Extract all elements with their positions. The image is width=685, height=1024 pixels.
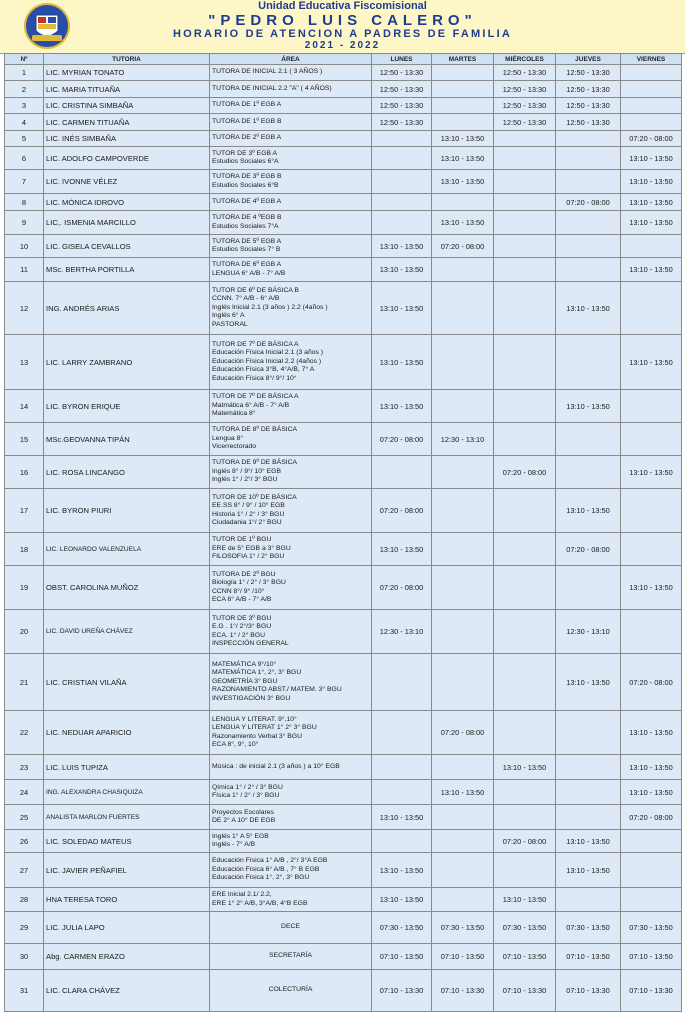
time-viernes: 07:10 - 13:50 <box>621 944 682 970</box>
row-number: 20 <box>5 610 44 654</box>
time-viernes: 13:10 - 13:50 <box>621 780 682 805</box>
time-lunes: 07:20 - 08:00 <box>372 423 432 456</box>
time-martes: 07:10 - 13:30 <box>432 970 494 1012</box>
time-lunes: 12:30 - 13:10 <box>372 610 432 654</box>
time-miercoles: 13:10 - 13:50 <box>494 755 556 780</box>
time-martes <box>432 65 494 81</box>
time-jueves <box>556 131 621 147</box>
time-jueves: 13:10 - 13:50 <box>556 654 621 711</box>
area-description: Música : de inicial 2.1 (3 años ) a 10° EGB <box>210 755 372 780</box>
area-description: TUTORA DE 1º EGB B <box>210 114 372 131</box>
time-lunes: 12:50 - 13:30 <box>372 98 432 114</box>
time-martes <box>432 853 494 888</box>
area-description: Inglés 1° A 5° EGB Inglés - 7° A/B <box>210 830 372 853</box>
time-martes: 07:20 - 08:00 <box>432 711 494 755</box>
time-lunes <box>372 780 432 805</box>
time-lunes: 07:30 - 13:50 <box>372 912 432 944</box>
time-miercoles <box>494 194 556 211</box>
time-jueves: 13:10 - 13:50 <box>556 830 621 853</box>
time-miercoles <box>494 147 556 170</box>
table-row <box>5 566 682 610</box>
tutor-name: LIC. CRISTINA SIMBAÑA <box>44 98 210 114</box>
tutor-name: LIC,. ISMENIA MARCILLO <box>44 211 210 235</box>
time-viernes <box>621 81 682 98</box>
row-number: 23 <box>5 755 44 780</box>
time-martes <box>432 566 494 610</box>
table-row <box>5 65 682 81</box>
table-row <box>5 805 682 830</box>
tutor-name: LIC. LEONARDO VALENZUELA <box>44 533 210 566</box>
row-number: 30 <box>5 944 44 970</box>
row-number: 24 <box>5 780 44 805</box>
time-jueves: 12:50 - 13:30 <box>556 114 621 131</box>
row-number: 6 <box>5 147 44 170</box>
table-row <box>5 944 682 970</box>
time-lunes: 13:10 - 13:50 <box>372 533 432 566</box>
col-header-martes: MARTES <box>432 54 494 65</box>
tutor-name: OBST. CAROLINA MUÑOZ <box>44 566 210 610</box>
col-header-miercoles: MIÉRCOLES <box>494 54 556 65</box>
time-martes: 07:20 - 08:00 <box>432 235 494 258</box>
time-jueves <box>556 335 621 390</box>
col-header-jueves: JUEVES <box>556 54 621 65</box>
time-miercoles <box>494 711 556 755</box>
time-jueves <box>556 711 621 755</box>
time-viernes <box>621 65 682 81</box>
time-miercoles <box>494 170 556 194</box>
area-description: TUTORA DE 9º DE BÁSICA Inglés 8° / 9°/ 10° EGB Inglés 1° / 2°/ 3° BGU <box>210 456 372 489</box>
time-miercoles <box>494 489 556 533</box>
time-miercoles: 12:50 - 13:30 <box>494 65 556 81</box>
area-description: TUTORA DE 2º BGU Biología 1° / 2° / 3° BGU CCNN 8°/ 9° /10° ECA 6° A/B - 7° A/B <box>210 566 372 610</box>
time-miercoles <box>494 566 556 610</box>
area-description: TUTORA DE INICIAL 2.1 ( 3 AÑOS ) <box>210 65 372 81</box>
row-number: 15 <box>5 423 44 456</box>
table-row <box>5 533 682 566</box>
page-title: HORARIO DE ATENCION A PADRES DE FAMILIA <box>172 28 512 40</box>
tutor-name: LIC. LARRY ZAMBRANO <box>44 335 210 390</box>
time-lunes: 12:50 - 13:30 <box>372 114 432 131</box>
time-martes: 07:30 - 13:50 <box>432 912 494 944</box>
row-number: 16 <box>5 456 44 489</box>
time-viernes: 13:10 - 13:50 <box>621 711 682 755</box>
time-viernes: 13:10 - 13:50 <box>621 335 682 390</box>
time-viernes: 13:10 - 13:50 <box>621 566 682 610</box>
time-miercoles: 07:10 - 13:50 <box>494 944 556 970</box>
time-lunes <box>372 170 432 194</box>
row-number: 13 <box>5 335 44 390</box>
table-row <box>5 147 682 170</box>
table-row <box>5 98 682 114</box>
time-lunes: 07:20 - 08:00 <box>372 566 432 610</box>
time-martes: 13:10 - 13:50 <box>432 211 494 235</box>
time-viernes: 07:20 - 08:00 <box>621 131 682 147</box>
time-viernes <box>621 282 682 335</box>
time-miercoles <box>494 853 556 888</box>
row-number: 12 <box>5 282 44 335</box>
time-jueves <box>556 456 621 489</box>
tutor-name: LIC. NEDUAR APARICIO <box>44 711 210 755</box>
area-description: ERE Inicial 2.1/ 2.2, ERE 1° 2° A/B, 3°A/B, 4°B EGB <box>210 888 372 912</box>
area-description: Qímica 1° / 2° / 3° BGU Física 1° / 2° / 3° BGU <box>210 780 372 805</box>
time-viernes: 13:10 - 13:50 <box>621 170 682 194</box>
time-viernes <box>621 98 682 114</box>
header-row <box>5 54 682 65</box>
table-row <box>5 390 682 423</box>
tutor-name: LIC. CRISTIAN VILAÑA <box>44 654 210 711</box>
time-jueves: 12:30 - 13:10 <box>556 610 621 654</box>
area-description: TUTOR DE 7º DE BÁSICA A Matmática 6° A/B - 7° A/B Matemática 8° <box>210 390 372 423</box>
time-miercoles: 12:50 - 13:30 <box>494 114 556 131</box>
time-martes <box>432 610 494 654</box>
time-martes: 12:30 - 13:10 <box>432 423 494 456</box>
area-description: TUTOR DE 10º DE BÁSICA EE.SS 8° / 9° / 10° EGB Historia 1° / 2° / 3° BGU Ciudadania 1°/ 2° BGU <box>210 489 372 533</box>
area-description: TUTORA DE 3º EGB B Estudios Sociales 6°B <box>210 170 372 194</box>
table-row <box>5 654 682 711</box>
time-viernes <box>621 853 682 888</box>
time-miercoles <box>494 235 556 258</box>
time-lunes <box>372 711 432 755</box>
row-number: 19 <box>5 566 44 610</box>
time-miercoles <box>494 258 556 282</box>
time-miercoles <box>494 335 556 390</box>
time-martes <box>432 282 494 335</box>
time-lunes <box>372 755 432 780</box>
area-description: TUTORA DE 1º EGB A <box>210 98 372 114</box>
row-number: 2 <box>5 81 44 98</box>
time-miercoles: 12:50 - 13:30 <box>494 81 556 98</box>
tutor-name: LIC. SOLEDAD MATEUS <box>44 830 210 853</box>
time-jueves <box>556 170 621 194</box>
tutor-name: HNA TERESA TORO <box>44 888 210 912</box>
time-jueves <box>556 755 621 780</box>
time-martes <box>432 335 494 390</box>
row-number: 3 <box>5 98 44 114</box>
time-martes <box>432 81 494 98</box>
time-miercoles: 07:30 - 13:50 <box>494 912 556 944</box>
time-martes: 13:10 - 13:50 <box>432 131 494 147</box>
time-martes <box>432 114 494 131</box>
time-viernes <box>621 533 682 566</box>
time-lunes: 13:10 - 13:50 <box>372 805 432 830</box>
col-header-number: Nº <box>5 54 44 65</box>
time-martes <box>432 456 494 489</box>
col-header-lunes: LUNES <box>372 54 432 65</box>
tutor-name: ANALISTA MARLON FUERTES <box>44 805 210 830</box>
time-miercoles <box>494 211 556 235</box>
tutor-name: LIC. JAVIER PEÑAFIEL <box>44 853 210 888</box>
time-miercoles <box>494 533 556 566</box>
row-number: 25 <box>5 805 44 830</box>
row-number: 26 <box>5 830 44 853</box>
row-number: 8 <box>5 194 44 211</box>
time-miercoles: 12:50 - 13:30 <box>494 98 556 114</box>
table-row <box>5 853 682 888</box>
time-martes <box>432 194 494 211</box>
time-jueves: 13:10 - 13:50 <box>556 282 621 335</box>
time-miercoles <box>494 131 556 147</box>
tutor-name: MSc.GEOVANNA TIPÁN <box>44 423 210 456</box>
tutor-name: ING. ANDRÉS ARIAS <box>44 282 210 335</box>
area-description: TUTORA DE 8º DE BÁSICA Lengua 8° Vicerrectorado <box>210 423 372 456</box>
table-row <box>5 170 682 194</box>
time-miercoles: 13:10 - 13:50 <box>494 888 556 912</box>
row-number: 9 <box>5 211 44 235</box>
area-description: TUTOR DE 3º EGB A Estudios Sociales 6°A <box>210 147 372 170</box>
row-number: 1 <box>5 65 44 81</box>
time-martes <box>432 533 494 566</box>
time-miercoles <box>494 780 556 805</box>
area-description: DECE <box>210 912 372 944</box>
table-row <box>5 194 682 211</box>
col-header-tutoria: TUTORIA <box>44 54 210 65</box>
time-lunes: 13:10 - 13:50 <box>372 282 432 335</box>
time-jueves <box>556 780 621 805</box>
row-number: 21 <box>5 654 44 711</box>
time-miercoles: 07:10 - 13:30 <box>494 970 556 1012</box>
time-viernes: 13:10 - 13:50 <box>621 147 682 170</box>
time-jueves: 07:30 - 13:50 <box>556 912 621 944</box>
time-martes <box>432 258 494 282</box>
time-viernes: 13:10 - 13:50 <box>621 211 682 235</box>
table-row <box>5 114 682 131</box>
tutor-name: LIC. MYRIAN TONATO <box>44 65 210 81</box>
time-lunes <box>372 131 432 147</box>
tutor-name: LIC. LUIS TUPIZA <box>44 755 210 780</box>
time-jueves <box>556 235 621 258</box>
area-description: TUTORA DE 6º EGB A LENGUA 6° A/B - 7° A/B <box>210 258 372 282</box>
time-martes <box>432 888 494 912</box>
institution-type: Unidad Educativa Fiscomisional <box>258 0 427 12</box>
tutor-name: LIC. ROSA LINCANGO <box>44 456 210 489</box>
time-lunes: 12:50 - 13:30 <box>372 81 432 98</box>
time-jueves <box>556 258 621 282</box>
row-number: 14 <box>5 390 44 423</box>
area-description: TUTOR DE 6º DE BÁSICA B CCNN. 7° A/B - 6° A/B Inglés Inicial 2.1 (3 años ) 2.2 (4años ) Inglés 6° A PASTORAL <box>210 282 372 335</box>
row-number: 4 <box>5 114 44 131</box>
time-lunes: 13:10 - 13:50 <box>372 853 432 888</box>
time-lunes <box>372 147 432 170</box>
area-description: TUTOR DE 7º DE BÁSICA A Educación Física Inicial 2.1 (3 años ) Educación Física Inicial 2.2 (4años ) Educación Física 3°B, 4°A/B, 7° A Educación Física 8°/ 9°/ 10° <box>210 335 372 390</box>
col-header-viernes: VIERNES <box>621 54 682 65</box>
area-description: TUTORA DE INICIAL 2.2 "A" ( 4 AÑOS) <box>210 81 372 98</box>
time-lunes: 13:10 - 13:50 <box>372 335 432 390</box>
table-row <box>5 489 682 533</box>
time-martes <box>432 805 494 830</box>
tutor-name: LIC. MARIA TITUAÑA <box>44 81 210 98</box>
time-miercoles <box>494 390 556 423</box>
row-number: 27 <box>5 853 44 888</box>
time-martes <box>432 98 494 114</box>
time-lunes: 13:10 - 13:50 <box>372 258 432 282</box>
time-martes: 13:10 - 13:50 <box>432 170 494 194</box>
table-row <box>5 131 682 147</box>
area-description: TUTOR DE 1º BGU ERE de 5° EGB a 3° BGU FILOSOFIA 1° / 2° BGU <box>210 533 372 566</box>
time-jueves <box>556 423 621 456</box>
time-viernes: 13:10 - 13:50 <box>621 755 682 780</box>
time-jueves: 13:10 - 13:50 <box>556 390 621 423</box>
time-martes <box>432 755 494 780</box>
table-row <box>5 970 682 1012</box>
tutor-name: LIC. BYRON PIURI <box>44 489 210 533</box>
row-number: 10 <box>5 235 44 258</box>
time-jueves: 12:50 - 13:30 <box>556 65 621 81</box>
row-number: 29 <box>5 912 44 944</box>
time-viernes: 07:20 - 08:00 <box>621 805 682 830</box>
area-description: LENGUA Y LITERAT. 9°,10° LENGUA Y LITERAT 1° 2° 3° BGU Razonamiento Verbal 3° BGU ECA 8°, 9°, 10° <box>210 711 372 755</box>
tutor-name: LIC. GISELA CEVALLOS <box>44 235 210 258</box>
time-viernes: 07:20 - 08:00 <box>621 654 682 711</box>
time-jueves: 13:10 - 13:50 <box>556 489 621 533</box>
table-row <box>5 912 682 944</box>
time-miercoles <box>494 423 556 456</box>
time-viernes: 13:10 - 13:50 <box>621 258 682 282</box>
tutor-name: LIC. CLARA CHÁVEZ <box>44 970 210 1012</box>
row-number: 28 <box>5 888 44 912</box>
time-martes <box>432 830 494 853</box>
tutor-name: LIC. MÓNICA IDROVO <box>44 194 210 211</box>
row-number: 17 <box>5 489 44 533</box>
time-jueves: 07:10 - 13:50 <box>556 944 621 970</box>
time-jueves: 12:50 - 13:30 <box>556 98 621 114</box>
row-number: 31 <box>5 970 44 1012</box>
time-martes <box>432 390 494 423</box>
time-miercoles: 07:20 - 08:00 <box>494 830 556 853</box>
row-number: 11 <box>5 258 44 282</box>
area-description: TUTORA DE 5º EGB A Estudios Sociales 7° B <box>210 235 372 258</box>
time-lunes: 13:10 - 13:50 <box>372 235 432 258</box>
table-row <box>5 456 682 489</box>
time-viernes: 13:10 - 13:50 <box>621 456 682 489</box>
time-viernes <box>621 489 682 533</box>
area-description: TUTORA DE 2º EGB A <box>210 131 372 147</box>
time-jueves <box>556 805 621 830</box>
table-row <box>5 888 682 912</box>
time-lunes <box>372 654 432 711</box>
school-name: "PEDRO LUIS CALERO" <box>208 12 477 29</box>
tutor-name: LIC. ADOLFO CAMPOVERDE <box>44 147 210 170</box>
area-description: Educación Física 1° A/B , 2°/ 3°A EGB Educación Física 6° A/B , 7° B EGB Educación Física 1°, 2°, 3° BGU <box>210 853 372 888</box>
time-martes: 13:10 - 13:50 <box>432 147 494 170</box>
time-lunes: 13:10 - 13:50 <box>372 888 432 912</box>
time-miercoles <box>494 654 556 711</box>
time-viernes <box>621 423 682 456</box>
col-header-area: ÁREA <box>210 54 372 65</box>
time-martes: 13:10 - 13:50 <box>432 780 494 805</box>
time-jueves: 07:20 - 08:00 <box>556 194 621 211</box>
time-martes: 07:10 - 13:50 <box>432 944 494 970</box>
time-viernes <box>621 235 682 258</box>
time-lunes <box>372 194 432 211</box>
time-jueves <box>556 566 621 610</box>
table-row <box>5 755 682 780</box>
time-jueves: 07:20 - 08:00 <box>556 533 621 566</box>
time-miercoles <box>494 282 556 335</box>
time-viernes <box>621 610 682 654</box>
table-row <box>5 211 682 235</box>
time-miercoles: 07:20 - 08:00 <box>494 456 556 489</box>
schedule-table <box>4 53 682 1012</box>
area-description: SECRETARÍA <box>210 944 372 970</box>
tutor-name: MSc. BERTHA PORTILLA <box>44 258 210 282</box>
area-description: COLECTURÍA <box>210 970 372 1012</box>
table-row <box>5 258 682 282</box>
time-lunes: 13:10 - 13:50 <box>372 390 432 423</box>
area-description: Proyectos Escolares DE 2° A 10° DE EGB <box>210 805 372 830</box>
time-miercoles <box>494 610 556 654</box>
time-lunes: 12:50 - 13:30 <box>372 65 432 81</box>
time-jueves <box>556 211 621 235</box>
time-jueves: 07:10 - 13:30 <box>556 970 621 1012</box>
time-lunes: 07:10 - 13:50 <box>372 944 432 970</box>
area-description: TUTOR DE 3º BGU E.G . 1°/ 2°/3° BGU ECA. 1° / 2° BGU INSPECCIÓN GENERAL <box>210 610 372 654</box>
tutor-name: LIC. DAVID UREÑA CHÁVEZ <box>44 610 210 654</box>
area-description: TUTORA DE 4 ºEGB B Estudios Sociales 7°A <box>210 211 372 235</box>
time-lunes <box>372 456 432 489</box>
time-viernes: 07:30 - 13:50 <box>621 912 682 944</box>
time-jueves <box>556 888 621 912</box>
table-row <box>5 711 682 755</box>
time-lunes <box>372 211 432 235</box>
time-jueves <box>556 147 621 170</box>
time-lunes: 07:10 - 13:30 <box>372 970 432 1012</box>
row-number: 7 <box>5 170 44 194</box>
time-viernes <box>621 830 682 853</box>
table-row <box>5 423 682 456</box>
row-number: 5 <box>5 131 44 147</box>
tutor-name: LIC. IVONNE VÉLEZ <box>44 170 210 194</box>
table-row <box>5 282 682 335</box>
area-description: TUTORA DE 4º EGB A <box>210 194 372 211</box>
tutor-name: LIC. CARMEN TITUAÑA <box>44 114 210 131</box>
time-martes <box>432 654 494 711</box>
time-lunes <box>372 830 432 853</box>
page-header <box>0 0 685 54</box>
tutor-name: LIC. INÉS SIMBAÑA <box>44 131 210 147</box>
row-number: 22 <box>5 711 44 755</box>
time-viernes: 07:10 - 13:30 <box>621 970 682 1012</box>
time-lunes: 07:20 - 08:00 <box>372 489 432 533</box>
time-martes <box>432 489 494 533</box>
tutor-name: LIC. JULIA LAPO <box>44 912 210 944</box>
time-viernes <box>621 390 682 423</box>
tutor-name: Abg. CARMEN ERAZO <box>44 944 210 970</box>
time-jueves: 13:10 - 13:50 <box>556 853 621 888</box>
school-year: 2021 - 2022 <box>304 40 381 51</box>
area-description: MATEMÁTICA 9°/10° MATEMÁTICA 1°, 2°, 3° BGU GEOMETRÍA 3° BGU RAZONAMIENTO ABST./ MATEM. 3° BGU INVESTIGACIÓN 3° BGU <box>210 654 372 711</box>
tutor-name: LIC. BYRON ERIQUE <box>44 390 210 423</box>
time-jueves: 12:50 - 13:30 <box>556 81 621 98</box>
table-row <box>5 335 682 390</box>
table-row <box>5 830 682 853</box>
tutor-name: ING. ALEXANDRA CHASIQUIZA <box>44 780 210 805</box>
row-number: 18 <box>5 533 44 566</box>
table-row <box>5 235 682 258</box>
table-row <box>5 81 682 98</box>
time-viernes: 13:10 - 13:50 <box>621 194 682 211</box>
time-viernes <box>621 888 682 912</box>
table-row <box>5 610 682 654</box>
table-row <box>5 780 682 805</box>
time-miercoles <box>494 805 556 830</box>
time-viernes <box>621 114 682 131</box>
